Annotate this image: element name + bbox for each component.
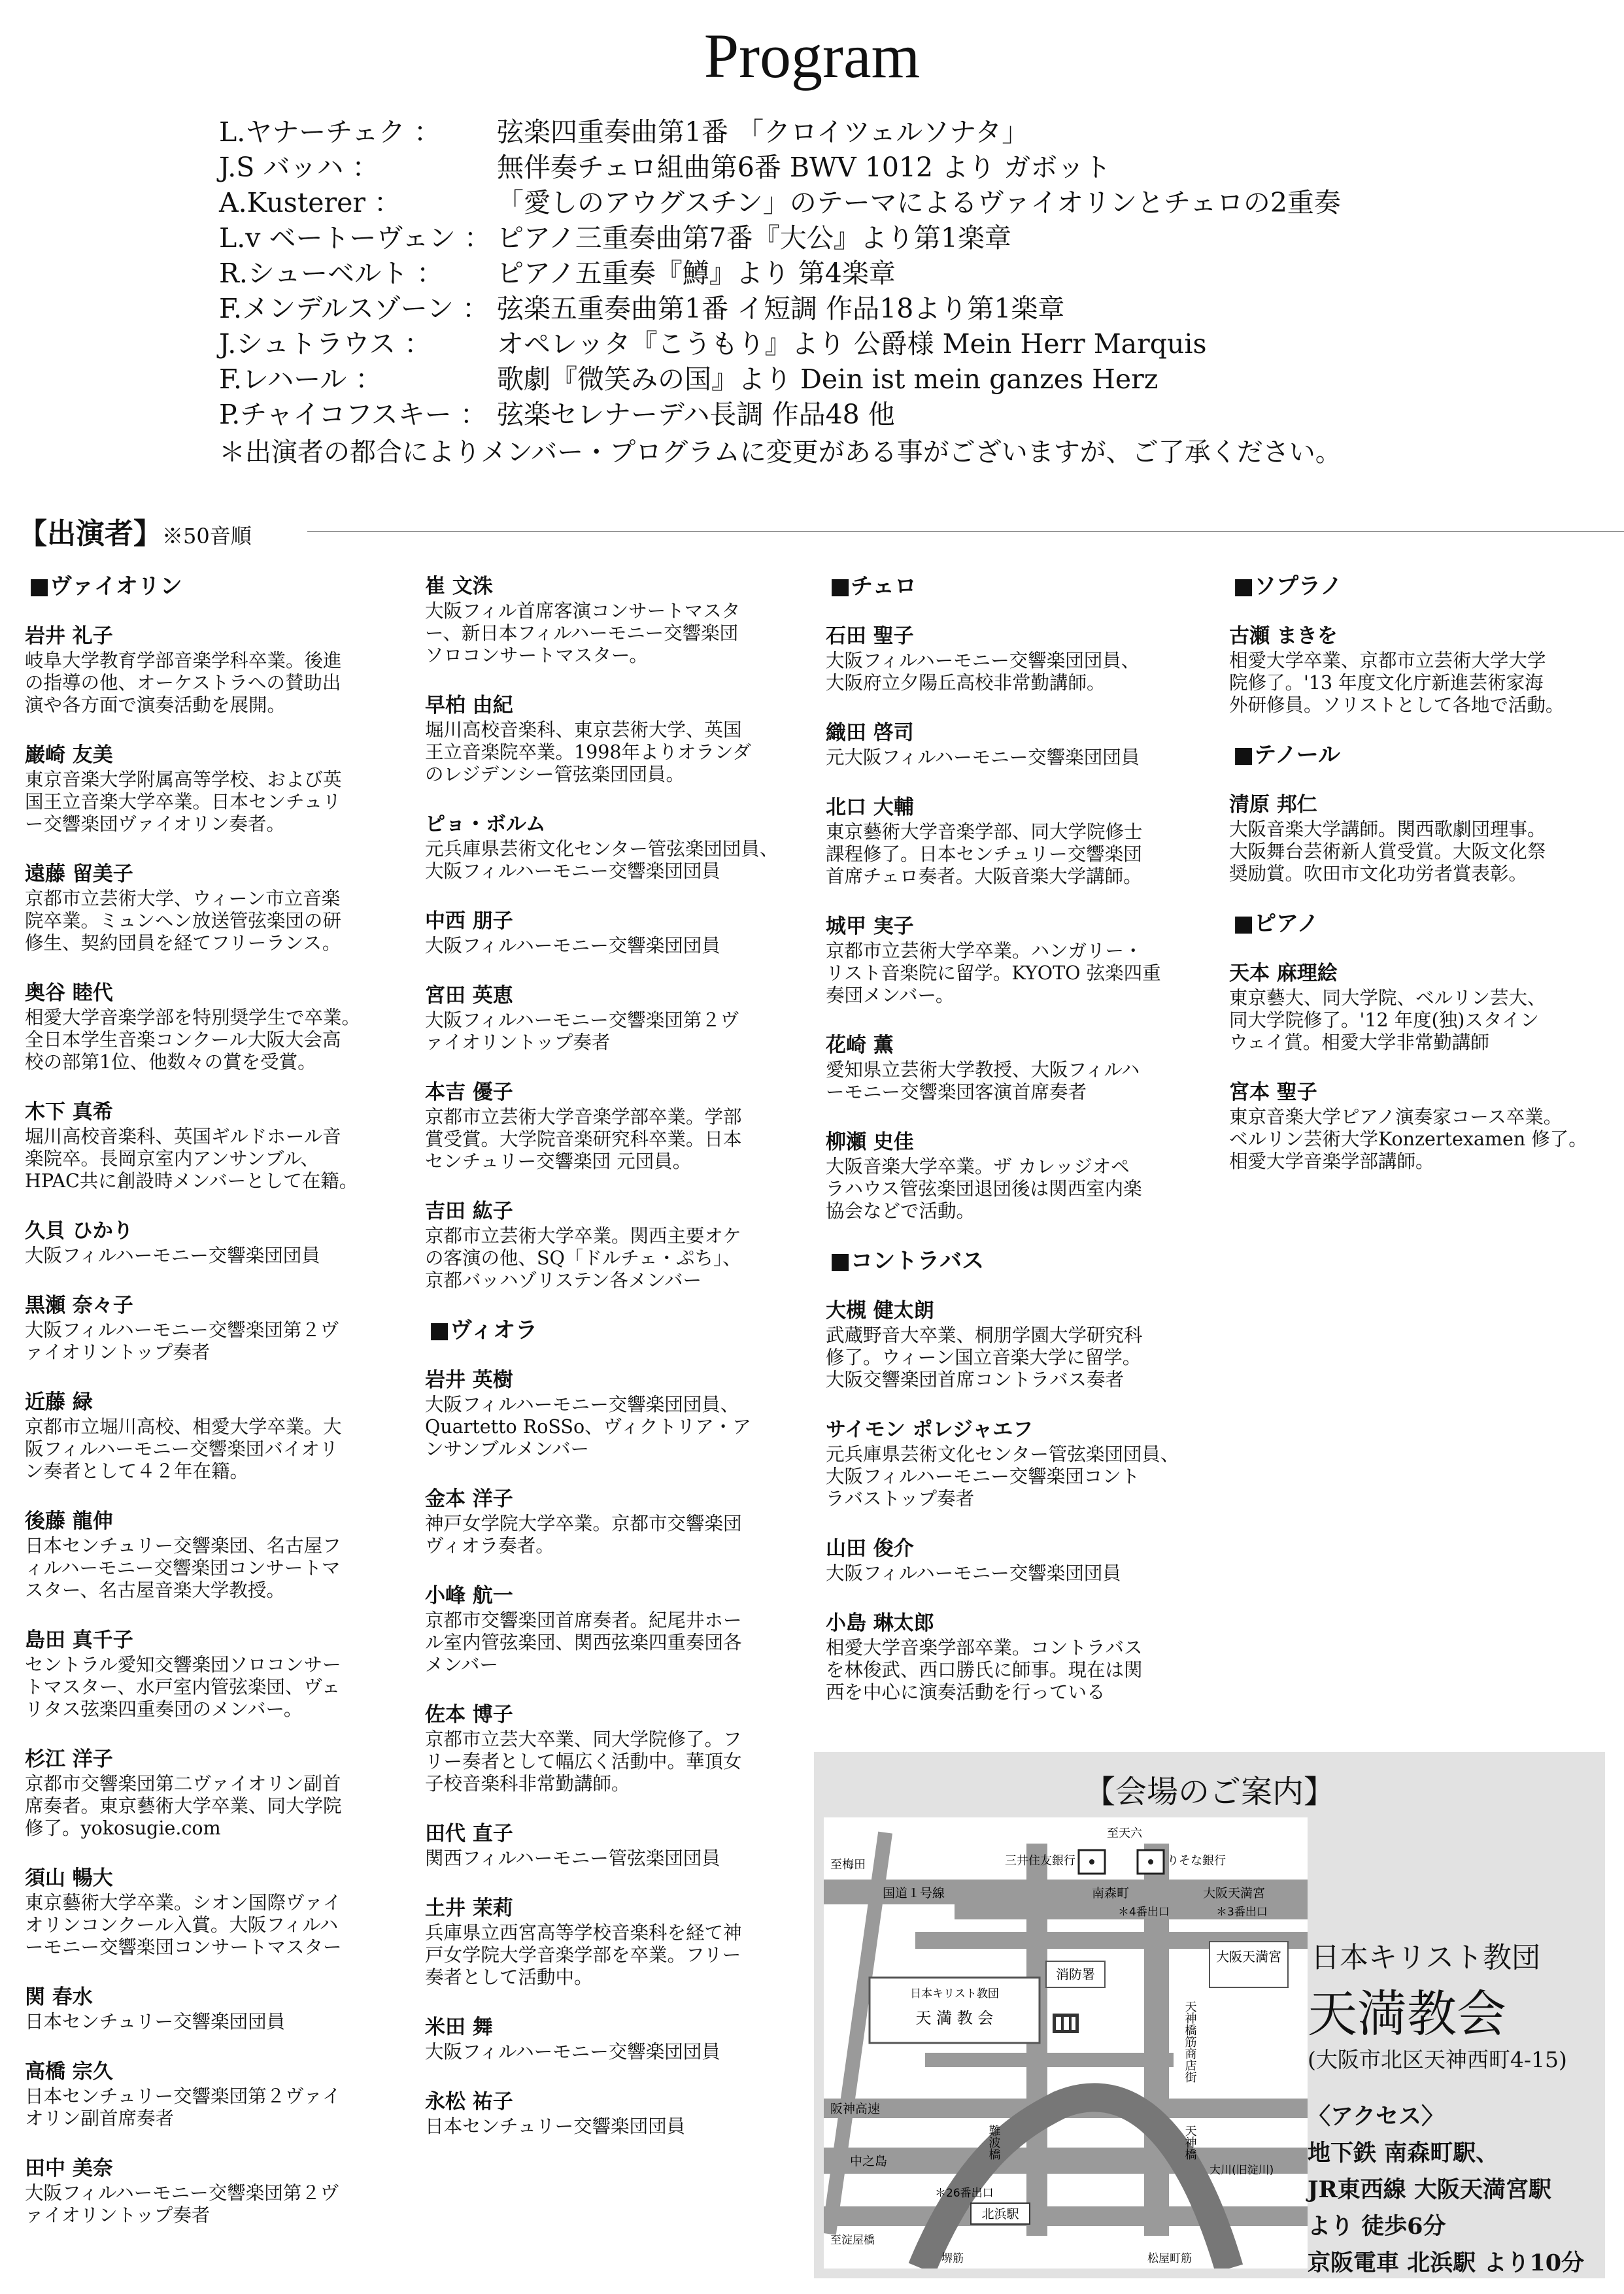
performer-name: 早柏 由紀: [425, 694, 513, 717]
performer-name: 土井 茉莉: [425, 1897, 513, 1920]
performer-name: 木下 真希: [25, 1100, 113, 1124]
map-fire-station: 消防署: [1056, 1966, 1095, 1982]
cast-column-1: [25, 575, 404, 2254]
performer: [425, 910, 817, 957]
program-item: [219, 326, 1342, 362]
performer-name: 宮田 英恵: [425, 984, 513, 1007]
performer-name: 織田 啓司: [826, 721, 914, 745]
performer-name: 北口 大輔: [826, 796, 914, 819]
program-composer: J.S バッハ ：: [219, 152, 379, 183]
cast-order-note: ※50音順: [162, 524, 252, 548]
cast-column-4: [1229, 575, 1624, 1200]
program-work: 弦楽五重奏曲第1番 イ短調 作品18より第1楽章: [497, 293, 1065, 324]
program-item: [219, 362, 1342, 397]
cast-column-2: [425, 575, 817, 2165]
map-label-tenjin-bridge: 天神橋: [1183, 2125, 1197, 2160]
performer-bio: 堀川高校音楽科、東京芸術大学、英国 王立音楽院卒業。1998年よりオランダ のレジデンシー管弦楽団団員。: [425, 719, 751, 785]
performer-name: 田代 直子: [425, 1822, 513, 1846]
map-label-naniwa: 難波橋: [987, 2125, 1001, 2160]
performer-name: 岩井 礼子: [25, 624, 113, 648]
performer-name: 近藤 緑: [25, 1391, 93, 1414]
program-composer: F.レハール ：: [219, 363, 382, 395]
performer-bio: 京都市交響楽団第二ヴァイオリン副首 席奏者。東京藝術大学卒業、同大学院 修了。yokosugie.com: [25, 1773, 342, 1839]
performer: [425, 813, 817, 883]
performer: [1229, 962, 1624, 1054]
performer: [826, 1131, 1218, 1223]
map-label-matsuyamachi: 松屋町筋: [1147, 2252, 1192, 2265]
section-heading: ■ソプラノ: [1233, 573, 1343, 599]
performer: [826, 1538, 1218, 1585]
performer: [1229, 625, 1624, 717]
performer-name: ピョ・ボルム: [425, 813, 546, 836]
map-label-sakaisuji: 堺筋: [941, 2252, 964, 2265]
program-composer: R.シューベルト ：: [219, 258, 444, 289]
access-info: [1308, 2099, 1584, 2282]
map-label-umeda: 至梅田: [830, 1858, 866, 1872]
map-shrine: 大阪天満宮: [1216, 1949, 1281, 1965]
performer-bio: 大阪フィルハーモニー交響楽団第２ヴ ァイオリントップ奏者: [25, 2182, 339, 2226]
performer: [826, 796, 1218, 888]
map-label-okawa: 大川(旧淀川): [1210, 2164, 1274, 2177]
section-heading: ■ヴァイオリン: [29, 573, 182, 599]
performer: [826, 915, 1218, 1007]
program-composer: P.チャイコフスキー ：: [219, 399, 487, 430]
performer-bio: 大阪音楽大学卒業。ザ カレッジオペ ラハウス管弦楽団退団後は関西室内楽 協会などで活動。: [826, 1156, 1142, 1222]
performer-bio: 堀川高校音楽科、英国ギルドホール音 楽院卒。長岡京室内アンサンブル、 HPAC共に創設時メンバーとして在籍。: [25, 1126, 358, 1192]
divider: [307, 531, 1624, 532]
access-line: より 徒歩6分: [1308, 2213, 1446, 2240]
program-item: [219, 185, 1342, 220]
performer-name: 古瀬 まきを: [1229, 624, 1338, 648]
program-composer: A.Kusterer ：: [219, 187, 401, 218]
cast-header: [18, 510, 252, 552]
performer: [25, 1867, 404, 1959]
performer-name: 島田 真千子: [25, 1628, 133, 1652]
performer-name: 柳瀬 史佳: [826, 1130, 914, 1154]
performer-bio: 京都市立芸術大学音楽学部卒業。学部 賞受賞。大学院音楽研究科卒業。日本 センチュリー交響楽団 元団員。: [425, 1106, 742, 1172]
program-work: ピアノ三重奏曲第7番『大公』より第1楽章: [497, 222, 1011, 254]
performer: [1229, 1081, 1624, 1173]
performer-bio: 東京音楽大学附属高等学校、および英 国王立音楽大学卒業。日本センチュリ ー交響楽団ヴァイオリン奏者。: [25, 769, 342, 835]
performer: [826, 722, 1218, 769]
performer-name: 久貝 ひかり: [25, 1219, 133, 1243]
performer: [425, 1704, 817, 1795]
program-composer: J.シュトラウス ：: [219, 328, 431, 360]
performer: [425, 1823, 817, 1870]
performer-name: 小島 琳太郎: [826, 1611, 934, 1635]
performer-name: 高橋 宗久: [25, 2060, 113, 2083]
program-work: 弦楽セレナーデハ長調 作品48 他: [497, 399, 895, 430]
performer: [826, 1419, 1218, 1510]
venue-box: [814, 1752, 1605, 2278]
performer-bio: 大阪フィルハーモニー交響楽団第２ヴ ァイオリントップ奏者: [425, 1009, 739, 1053]
performer-bio: 日本センチュリー交響楽団第２ヴァイ オリン副首席奏者: [25, 2085, 341, 2129]
performer-bio: 東京藝術大学音楽学部、同大学院修士 課程修了。日本センチュリー交響楽団 首席チェロ奏者。大阪音楽大学講師。: [826, 821, 1143, 887]
performer-name: 山田 俊介: [826, 1537, 914, 1560]
performer: [25, 1629, 404, 1721]
program-composer: L.ヤナーチェク ：: [219, 116, 441, 148]
program-item: [219, 150, 1342, 185]
performer-name: 吉田 紘子: [425, 1200, 513, 1223]
performer-bio: 京都市立芸術大学卒業。関西主要オケ の客演の他、SQ「ドルチェ・ぷち」、 京都バッハゾリステン各メンバー: [425, 1225, 741, 1291]
performer-name: 奥谷 睦代: [25, 981, 113, 1005]
performer: [25, 982, 404, 1073]
performer: [826, 1612, 1218, 1704]
performer-bio: 日本センチュリー交響楽団、名古屋フ ィルハーモニー交響楽団コンサートマ スター、名古屋音楽大学教授。: [25, 1535, 341, 1601]
map-label-exit3: ＊3番出口: [1216, 1906, 1268, 1919]
program-item: [219, 114, 1342, 150]
performer-name: 佐本 博子: [425, 1703, 513, 1727]
program-item: [219, 220, 1342, 256]
program-work: 弦楽四重奏曲第1番 「クロイツェルソナタ」: [497, 116, 1029, 148]
access-line: JR東西線 大阪天満宮駅: [1308, 2176, 1551, 2203]
performer: [25, 863, 404, 954]
performer-bio: 京都市立芸術大学、ウィーン市立音楽 院卒業。ミュンヘン放送管弦楽団の研 修生、契約団員を経てフリーランス。: [25, 888, 341, 954]
performer-name: 関 春水: [25, 1985, 93, 2009]
performer: [425, 2016, 817, 2063]
performer-bio: 日本センチュリー交響楽団団員: [25, 2011, 286, 2033]
performer-bio: 東京藝大、同大学院、ベルリン芸大、 同大学院修了。'12 年度(独)スタイン ウェイ賞。相愛大学非常勤講師: [1229, 987, 1546, 1053]
performer: [425, 575, 817, 667]
performer-name: 岩井 英樹: [425, 1368, 513, 1392]
section-heading: ■テノール: [1233, 742, 1341, 768]
map-church-label-1: 日本キリスト教団: [910, 1987, 999, 2000]
performer-bio: 大阪音楽大学講師。関西歌劇団理事。 大阪舞台芸術新人賞受賞。大阪文化祭 奨励賞。吹田市文化功労者賞表彰。: [1229, 818, 1546, 885]
performer-bio: 大阪フィルハーモニー交響楽団団員: [425, 2041, 720, 2063]
map-label-exit26: ＊26番出口: [935, 2187, 994, 2200]
performer: [425, 1369, 817, 1460]
performer: [25, 2061, 404, 2130]
access-line: 〈アクセス〉: [1308, 2103, 1444, 2130]
program-list: [219, 114, 1342, 470]
performer-name: 黒瀬 奈々子: [25, 1294, 133, 1317]
performer: [25, 1101, 404, 1192]
map-label-minamimorimachi: 南森町: [1092, 1886, 1130, 1900]
program-composer: L.v ベートーヴェン ：: [219, 222, 491, 254]
performer-name: 米田 舞: [425, 2016, 493, 2039]
performer-bio: 元兵庫県芸術文化センター管弦楽団団員、 大阪フィルハーモニー交響楽団コント ラバストップ奏者: [826, 1443, 1179, 1510]
map-label-kitahama: 北浜駅: [981, 2207, 1019, 2221]
performer: [826, 1300, 1218, 1391]
performer-name: 後藤 龍伸: [25, 1510, 113, 1533]
performer: [425, 1488, 817, 1557]
church-address: (大阪市北区天神西町4-15): [1308, 2047, 1567, 2072]
program-work: 無伴奏チェロ組曲第6番 BWV 1012 より ガボット: [497, 152, 1111, 183]
performer-bio: 岐阜大学教育学部音楽学科卒業。後進 の指導の他、オーケストラへの賛助出 演や各方面で演奏活動を展開。: [25, 650, 342, 716]
performer-bio: 京都市交響楽団首席奏者。紀尾井ホー ル室内管弦楽団、関西弦楽四重奏団各 メンバー: [425, 1610, 742, 1676]
performer-bio: 東京藝術大学卒業。シオン国際ヴァイ オリンコンクール入賞。大阪フィルハ ーモニー交響楽団コンサートマスター: [25, 1892, 342, 1958]
map-label-osakatenmangu: 大阪天満宮: [1203, 1886, 1266, 1900]
performer-name: 永松 祐子: [425, 2090, 513, 2114]
performer-bio: 東京音楽大学ピアノ演奏家コース卒業。 ベルリン芸術大学Konzertexamen 修了。 相愛大学音楽学部講師。: [1229, 1106, 1587, 1172]
performer-name: 遠藤 留美子: [25, 862, 133, 886]
performer-bio: 大阪フィルハーモニー交響楽団団員、 Quartetto RoSSo、ヴィクトリア・ア ンサンブルメンバー: [425, 1394, 751, 1460]
performer-name: 崔 文洙: [425, 575, 493, 598]
section-heading: ■ピアノ: [1233, 911, 1319, 937]
performer: [826, 625, 1218, 694]
program-work: オペレッタ『こうもり』より 公爵様 Mein Herr Marquis: [497, 328, 1207, 360]
program-work: ピアノ五重奏『鱒』より 第4楽章: [497, 258, 896, 289]
performer-name: 小峰 航一: [425, 1584, 513, 1608]
performer-name: 中西 朋子: [425, 909, 513, 933]
performer-bio: 京都市立堀川高校、相愛大学卒業。大 阪フィルハーモニー交響楽団バイオリ ン奏者として４２年在籍。: [25, 1416, 342, 1482]
performer: [25, 1391, 404, 1483]
map-label-yodoyabashi: 至淀屋橋: [830, 2234, 875, 2247]
performer: [425, 985, 817, 1054]
cast-column-3: [826, 575, 1218, 1731]
performer: [25, 625, 404, 717]
performer: [425, 2091, 817, 2138]
performer-bio: 日本センチュリー交響楽団団員: [425, 2116, 686, 2137]
performer-name: 城甲 実子: [826, 915, 914, 938]
performer: [25, 2157, 404, 2227]
performer-name: 金本 洋子: [425, 1487, 513, 1511]
performer-bio: 大阪フィルハーモニー交響楽団第２ヴ ァイオリントップ奏者: [25, 1319, 339, 1363]
performer-bio: 京都市立芸大卒業、同大学院修了。フ リー奏者として幅広く活動中。華頂女 子校音楽科非常勤講師。: [425, 1729, 742, 1795]
performer: [25, 744, 404, 835]
performer-bio: 元大阪フィルハーモニー交響楽団団員: [826, 747, 1140, 768]
performer-name: 杉江 洋子: [25, 1747, 113, 1771]
venue-title: 【会場のご案内】: [1083, 1774, 1335, 1810]
access-line: 地下鉄 南森町駅、: [1308, 2140, 1499, 2167]
cast-title: 【出演者】: [18, 517, 162, 550]
performer-bio: 大阪フィル首席客演コンサートマスタ ー、新日本フィルハーモニー交響楽団 ソロコンサートマスター。: [425, 600, 741, 666]
map-label-exit4: ＊4番出口: [1118, 1906, 1170, 1919]
performer: [826, 1034, 1218, 1104]
performer-bio: 愛知県立芸術大学教授、大阪フィルハ ーモニー交響楽団客演首席奏者: [826, 1059, 1140, 1103]
performer-name: 本吉 優子: [425, 1081, 513, 1104]
performer-bio: 関西フィルハーモニー管弦楽団団員: [425, 1847, 720, 1869]
performer: [25, 1294, 404, 1364]
performer-bio: 相愛大学音楽学部卒業。コントラバス を林俊武、西口勝氏に師事。現在は関 西を中心に演奏活動を行っている: [826, 1637, 1143, 1703]
performer-name: サイモン ポレジャエフ: [826, 1418, 1034, 1442]
map-church-label-2: 天 満 教 会: [915, 2009, 994, 2027]
church-organization: 日本キリスト教団: [1311, 1941, 1541, 1974]
performer-bio: 相愛大学卒業、京都市立芸術大学大学 院修了。'13 年度文化庁新進芸術家海 外研修員。ソリストとして各地で活動。: [1229, 650, 1565, 716]
program-work: 歌劇『微笑みの国』より Dein ist mein ganzes Herz: [497, 363, 1159, 395]
performer-bio: 大阪フィルハーモニー交響楽団団員: [25, 1245, 320, 1266]
performer-name: 天本 麻理絵: [1229, 962, 1338, 985]
performer: [25, 1748, 404, 1840]
performer: [425, 1200, 817, 1292]
program-composer: F.メンデルスゾーン ：: [219, 293, 490, 324]
page-title: Program: [703, 21, 921, 91]
church-name: 天満教会: [1308, 1985, 1506, 2043]
program-item: [219, 397, 1342, 432]
venue-map: [824, 1817, 1308, 2269]
performer: [425, 1585, 817, 1676]
program-item: [219, 256, 1342, 291]
map-label-tenjinbashi: 天神橋筋商店街: [1183, 2000, 1197, 2083]
performer-name: 須山 暢大: [25, 1866, 113, 1890]
access-line: 京阪電車 北浜駅 より10分: [1308, 2250, 1585, 2276]
performer-name: 石田 聖子: [826, 624, 914, 648]
section-heading: ■チェロ: [830, 573, 917, 599]
performer: [25, 1986, 404, 2033]
performer-name: 田中 美奈: [25, 2157, 113, 2180]
section-heading: ■ヴィオラ: [429, 1317, 538, 1343]
map-label-nakanoshima: 中之島: [850, 2154, 888, 2168]
performer-name: 大槻 健太朗: [826, 1299, 934, 1323]
performer-bio: 大阪フィルハーモニー交響楽団団員、 大阪府立夕陽丘高校非常勤講師。: [826, 650, 1140, 694]
performer-bio: 武蔵野音大卒業、桐朋学園大学研究科 修了。ウィーン国立音楽大学に留学。 大阪交響楽団首席コントラバス奏者: [826, 1324, 1143, 1391]
performer-bio: 神戸女学院大学卒業。京都市交響楽団 ヴィオラ奏者。: [425, 1513, 742, 1557]
performer: [1229, 794, 1624, 885]
performer: [425, 1081, 817, 1173]
program-work: 「愛しのアウグスチン」のテーマによるヴァイオリンとチェロの2重奏: [497, 187, 1341, 218]
map-label-mitsui: 三井住友銀行: [1005, 1854, 1075, 1868]
map-label-hanshin: 阪神高速: [830, 2102, 881, 2116]
performer-bio: 大阪フィルハーモニー交響楽団団員: [425, 935, 720, 956]
performer-name: 清原 邦仁: [1229, 793, 1317, 817]
performer-name: 巌崎 友美: [25, 743, 113, 767]
performer-bio: 元兵庫県芸術文化センター管弦楽団団員、 大阪フィルハーモニー交響楽団団員: [425, 838, 779, 882]
performer-bio: 大阪フィルハーモニー交響楽団団員: [826, 1562, 1121, 1584]
performer: [425, 694, 817, 786]
program-item: [219, 291, 1342, 326]
performer-bio: セントラル愛知交響楽団ソロコンサー トマスター、水戸室内管弦楽団、ヴェ リタス弦楽四重奏団のメンバー。: [25, 1654, 341, 1720]
map-label-shitenroku: 至天六: [1107, 1827, 1142, 1840]
performer-name: 花崎 薫: [826, 1034, 894, 1057]
performer: [425, 1897, 817, 1989]
program-note: ＊出演者の都合によりメンバー・プログラムに変更がある事がございますが、ご了承ください。: [219, 437, 1342, 467]
map-label-route1: 国道１号線: [883, 1886, 945, 1900]
map-label-resona: りそな銀行: [1167, 1854, 1226, 1868]
section-heading: ■コントラバス: [830, 1248, 985, 1274]
performer-bio: 相愛大学音楽学部を特別奨学生で卒業。 全日本学生音楽コンクール大阪大会高 校の部第1位、他数々の賞を受賞。: [25, 1007, 361, 1073]
performer: [25, 1220, 404, 1267]
performer-name: 宮本 聖子: [1229, 1081, 1317, 1104]
performer-bio: 兵庫県立西宮高等学校音楽科を経て神 戸女学院大学音楽学部を卒業。フリー 奏者として活動中。: [425, 1922, 742, 1988]
performer: [25, 1510, 404, 1602]
performer-bio: 京都市立芸術大学卒業。ハンガリー・ リスト音楽院に留学。KYOTO 弦楽四重 奏団メンバー。: [826, 940, 1161, 1006]
